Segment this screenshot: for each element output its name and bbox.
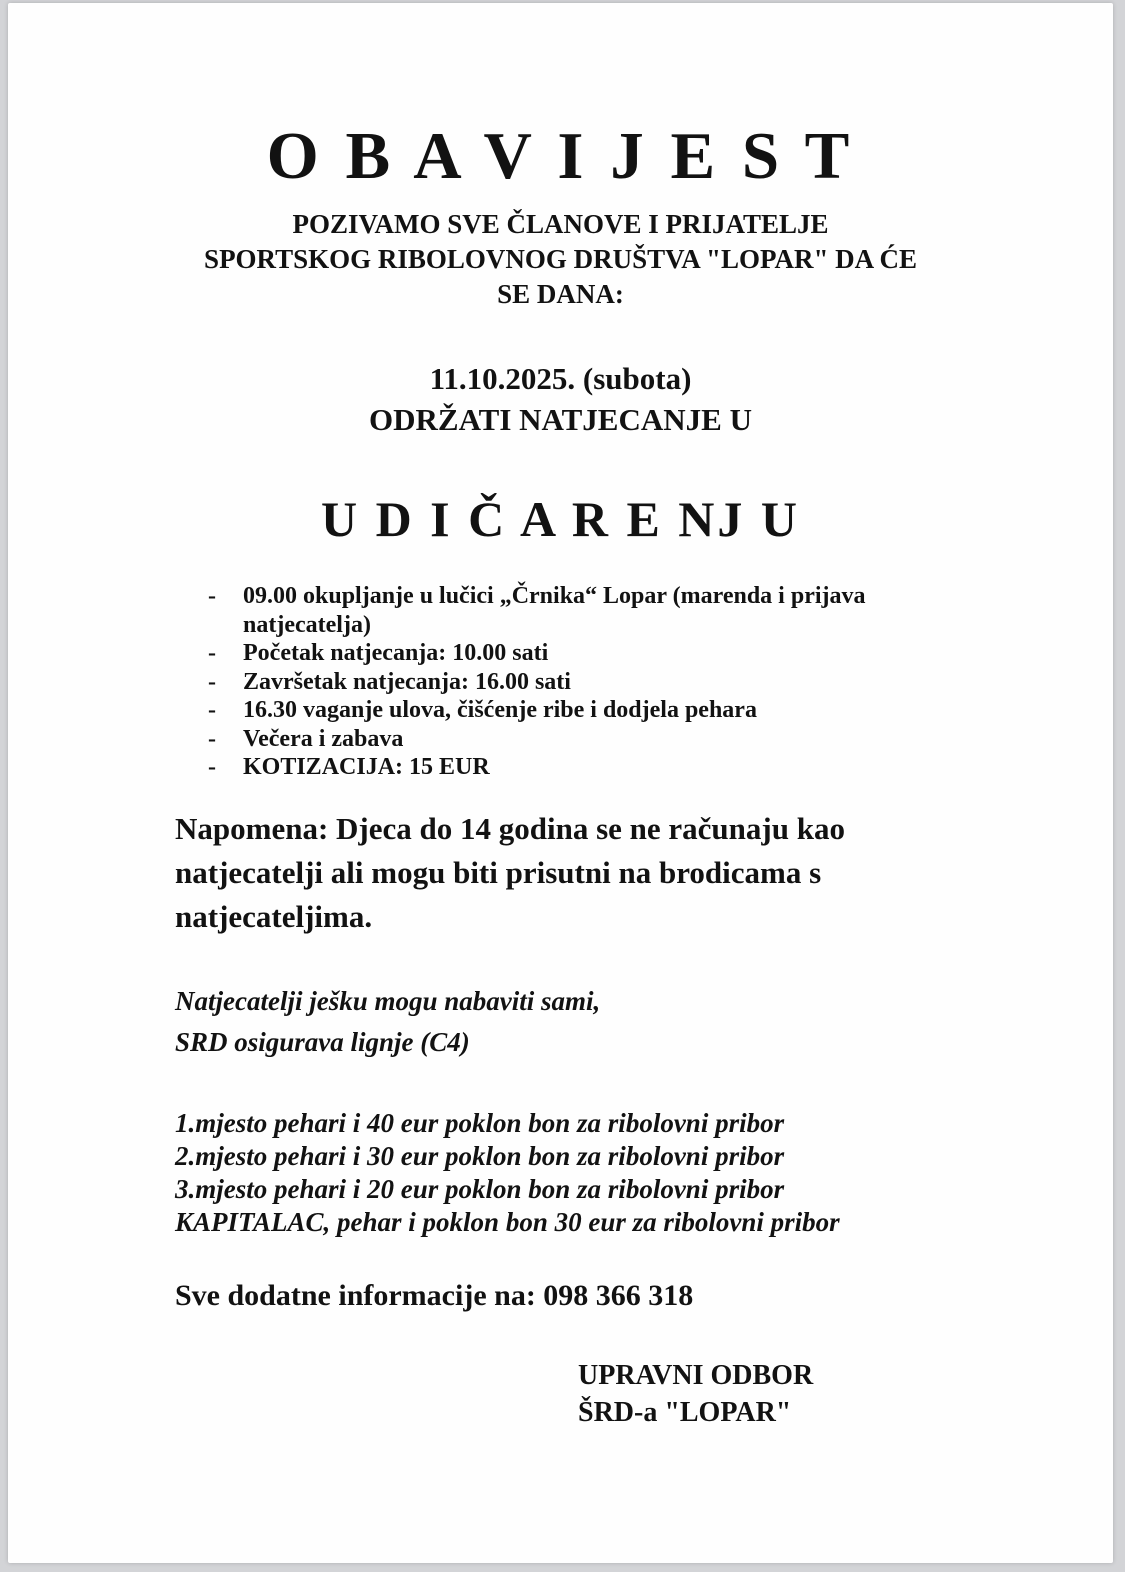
poster-title: O B A V I J E S T — [266, 119, 855, 193]
schedule-text: 09.00 okupljanje u lučici „Črnika“ Lopar (marenda i prijava natjecatelja) — [243, 583, 866, 638]
date-line: 11.10.2025. (subota) — [429, 361, 692, 397]
contact-line: Sve dodatne informacije na: 098 366 318 — [175, 1278, 694, 1312]
signature-line-1: UPRAVNI ODBOR — [578, 1359, 814, 1391]
schedule-dash: - — [208, 754, 216, 781]
bait-line-1: Natjecatelji ješku mogu nabaviti sami, — [175, 985, 601, 1016]
bait-line-2: SRD osigurava lignje (C4) — [175, 1026, 470, 1057]
signature-block — [578, 1357, 1113, 1431]
schedule-item — [208, 725, 993, 754]
schedule-dash: - — [208, 640, 216, 667]
event-line: ODRŽATI NATJECANJE U — [369, 402, 752, 438]
schedule-text: KOTIZACIJA: 15 EUR — [243, 754, 490, 781]
intro-line-2: SPORTSKOG RIBOLOVNOG DRUŠTVA "LOPAR" DA ĆE — [204, 244, 917, 275]
schedule-text: Završetak natjecanja: 16.00 sati — [243, 668, 571, 695]
note-paragraph: Napomena: Djeca do 14 godina se ne računaju kao natjecatelji ali mogu biti prisutni na brodicama s natjecateljima. — [175, 810, 845, 934]
schedule-list — [208, 582, 993, 782]
schedule-item — [208, 639, 993, 668]
schedule-dash: - — [208, 725, 216, 752]
prize-line-3: 3.mjesto pehari i 20 eur poklon bon za ribolovni pribor — [175, 1173, 785, 1204]
schedule-item — [208, 753, 993, 782]
intro-paragraph — [8, 207, 1113, 312]
prize-line-kapitalac: KAPITALAC, pehar i poklon bon 30 eur za ribolovni pribor — [175, 1206, 840, 1237]
date-block — [8, 358, 1113, 440]
schedule-dash: - — [208, 697, 216, 724]
schedule-dash: - — [208, 668, 216, 695]
bait-note — [175, 981, 1013, 1063]
event-title: U D I Č A R E NJ U — [320, 491, 801, 548]
schedule-item — [208, 668, 993, 697]
signature-line-2: ŠRD-a "LOPAR" — [578, 1396, 792, 1428]
intro-line-1: POZIVAMO SVE ČLANOVE I PRIJATELJE — [292, 209, 829, 240]
schedule-item — [208, 582, 993, 639]
schedule-text: Večera i zabava — [243, 725, 404, 752]
prize-list — [175, 1107, 1053, 1239]
schedule-text: Početak natjecanja: 10.00 sati — [243, 640, 549, 667]
prize-line-2: 2.mjesto pehari i 30 eur poklon bon za ribolovni pribor — [175, 1140, 785, 1171]
schedule-dash: - — [208, 583, 216, 610]
schedule-text: 16.30 vaganje ulova, čišćenje ribe i dodjela pehara — [243, 697, 757, 724]
schedule-item — [208, 696, 993, 725]
intro-line-3: SE DANA: — [497, 279, 624, 310]
prize-line-1: 1.mjesto pehari i 40 eur poklon bon za ribolovni pribor — [175, 1107, 785, 1138]
notice-page — [8, 3, 1113, 1563]
